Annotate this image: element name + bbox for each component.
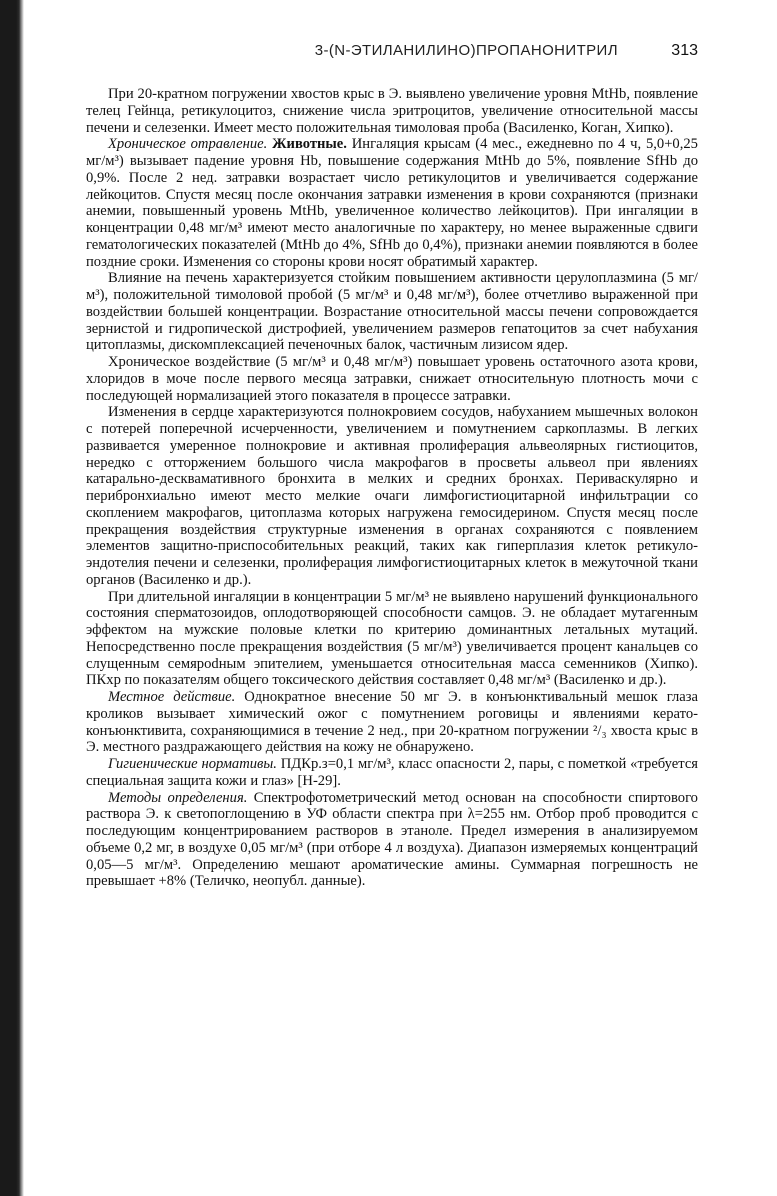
paragraph-heart-lungs — [86, 404, 698, 588]
paragraph-chronic-poisoning — [86, 136, 698, 270]
section-sublead-animals: Животные. — [272, 136, 347, 153]
paragraph-text: При 20-кратном погружении хвостов крыс в Э. выявлено увеличение уровня MtHb, появление телец Гейнца, ретикулоцитоз, снижение числа эритроцитов, увеличение относительной массы печени и селезенки. Имеет место положительная тимоловая проба (Василенко, Коган, Хипко). — [86, 86, 698, 136]
paragraph-text: Хроническое воздействие (5 мг/м³ и 0,48 мг/м³) повышает уровень остаточного азота крови, хлоридов в моче после первого месяца затравки, снижает относительную плотность мочи с последующей нормализацией этого показателя в процессе затравки. — [86, 354, 698, 404]
paragraph-tail-experiment — [86, 86, 698, 136]
section-lead-norms: Гигиенические нормативы. — [108, 756, 277, 772]
paragraph-reproductive — [86, 589, 698, 690]
running-head: 3-(N-ЭТИЛАНИЛИНО)ПРОПАНОНИТРИЛ — [314, 42, 618, 59]
paragraph-text: При длительной ингаляции в концентрации 5 мг/м³ не выявлено нарушений функционального состояния сперматозоидов, оплодотворяющей способности самцов. Э. не обладает мутагенным эффектом на мужские половые клетки по критерию доминантных летальных мутаций. Непосредственно после прекращения воздействия (5 мг/м³) увеличивается процент канальцев со слущенным семярodным эпителием, уменьшается относительная масса семенников (Хипко). ПКхр по показателям общего токсического действия составляет 0,48 мг/м³ (Василенко и др.). — [86, 588, 698, 689]
paragraph-hygienic-norms — [86, 756, 698, 790]
paragraph-text: Ингаляция крысам (4 мес., ежедневно по 4 ч, 5,0+0,25 мг/м³) вызывает падение уровня Hb, повышение содержания MtHb до 5%, появление SfHb до 0,9%. После 2 нед. затравки возрастает число ретикулоцитов и увеличивается содержание лейкоцитов. Спустя месяц после окончания затравки изменения в крови сохраняются (признаки анемии, повышенный уровень MtHb, увеличенное количество лейкоцитов). При ингаляции в концентрации 0,48 мг/м³ имеют место аналогичные по характеру, но менее выраженные сдвиги гематологических показателей (MtHb до 4%, SfHb до 0,4%), признаки анемии появляются в более поздние сроки. Изменения со стороны крови носят обратимый характер. — [86, 136, 698, 270]
section-lead-chronic: Хроническое отравление. — [108, 136, 268, 153]
paragraph-text: Однократное внесение 50 мг Э. в конъюнктивальный мешок глаза кроликов вызывает химический ожог с помутнением роговицы и явлениями керато-конъюнктивита, сохраняющимися в течение 2 нед., при 20-кратном погружении ²/₃ хвоста крыс в Э. местного раздражающего действия на кожу не обнаружено. — [86, 689, 698, 756]
section-lead-local: Местное действие. — [108, 689, 236, 705]
paragraph-methods — [86, 790, 698, 891]
page-body — [86, 86, 698, 890]
section-lead-methods: Методы определения. — [108, 789, 248, 806]
paragraph-local-action — [86, 689, 698, 756]
paragraph-text: Влияние на печень характеризуется стойким повышением активности церулоплазмина (5 мг/м³), положительной тимоловой пробой (5 мг/м³ и 0,48 мг/м³), более отчетливо выраженной при воздействии большей концентрации. Возрастание относительной массы печени сопровождается зернистой и гидропической дистрофией, увеличением размеров гепатоцитов за счет набухания цитоплазмы, дискомплексацией печеночных балок, частичным лизисом ядер. — [86, 270, 698, 354]
page-header — [86, 42, 698, 64]
paragraph-text: Спектрофотометрический метод основан на способности спиртового раствора Э. к светопоглощению в УФ области спектра при λ=255 нм. Отбор проб проводится с последующим концентрированием растворов в этаноле. Предел измерения в анализируемом объеме 0,2 мг, в воздухе 0,05 мг/м³ (при отборе 4 л воздуха). Диапазон измеряемых концентраций 0,05—5 мг/м³. Определению мешают ароматические амины. Суммарная погрешность не превышает +8% (Теличко, неопубл. данные). — [86, 789, 698, 890]
page-number: 313 — [671, 42, 698, 59]
paragraph-text: Изменения в сердце характеризуются полнокровием сосудов, набуханием мышечных волокон с потерей поперечной исчерченности, увеличением и помутнением саркоплазмы. В легких развивается умеренное полнокровие и активная пролиферация альвеолярных гистиоцитов, нередко с отторжением большого числа макрофагов в просветы альвеол при явлениях катарально-десквамативного бронхита в мелких и средних бронхах. Периваскулярно и перибронхиально имеют место мелкие очаги лимфогистиоцитарной инфильтрации со скоплением макрофагов, цитоплазма которых нагружена гемосидерином. Спустя месяц после прекращения воздействия структурные изменения в органах сохраняются с появлением элементов защитно-приспособительных реакций, таких как гиперплазия клеток ретикуло-эндотелия печени и селезенки, пролиферация лимфогистиоцитарных клеток в межуточной ткани органов (Василенко и др.). — [86, 404, 698, 588]
paragraph-text: ПДКр.з=0,1 мг/м³, класс опасности 2, пары, с пометкой «требуется специальная защита кожи и глаз» [Н-29]. — [86, 756, 699, 789]
scan-binding-edge — [0, 0, 24, 1196]
paragraph-kidney-effect — [86, 354, 698, 404]
paragraph-liver-effect — [86, 270, 698, 354]
